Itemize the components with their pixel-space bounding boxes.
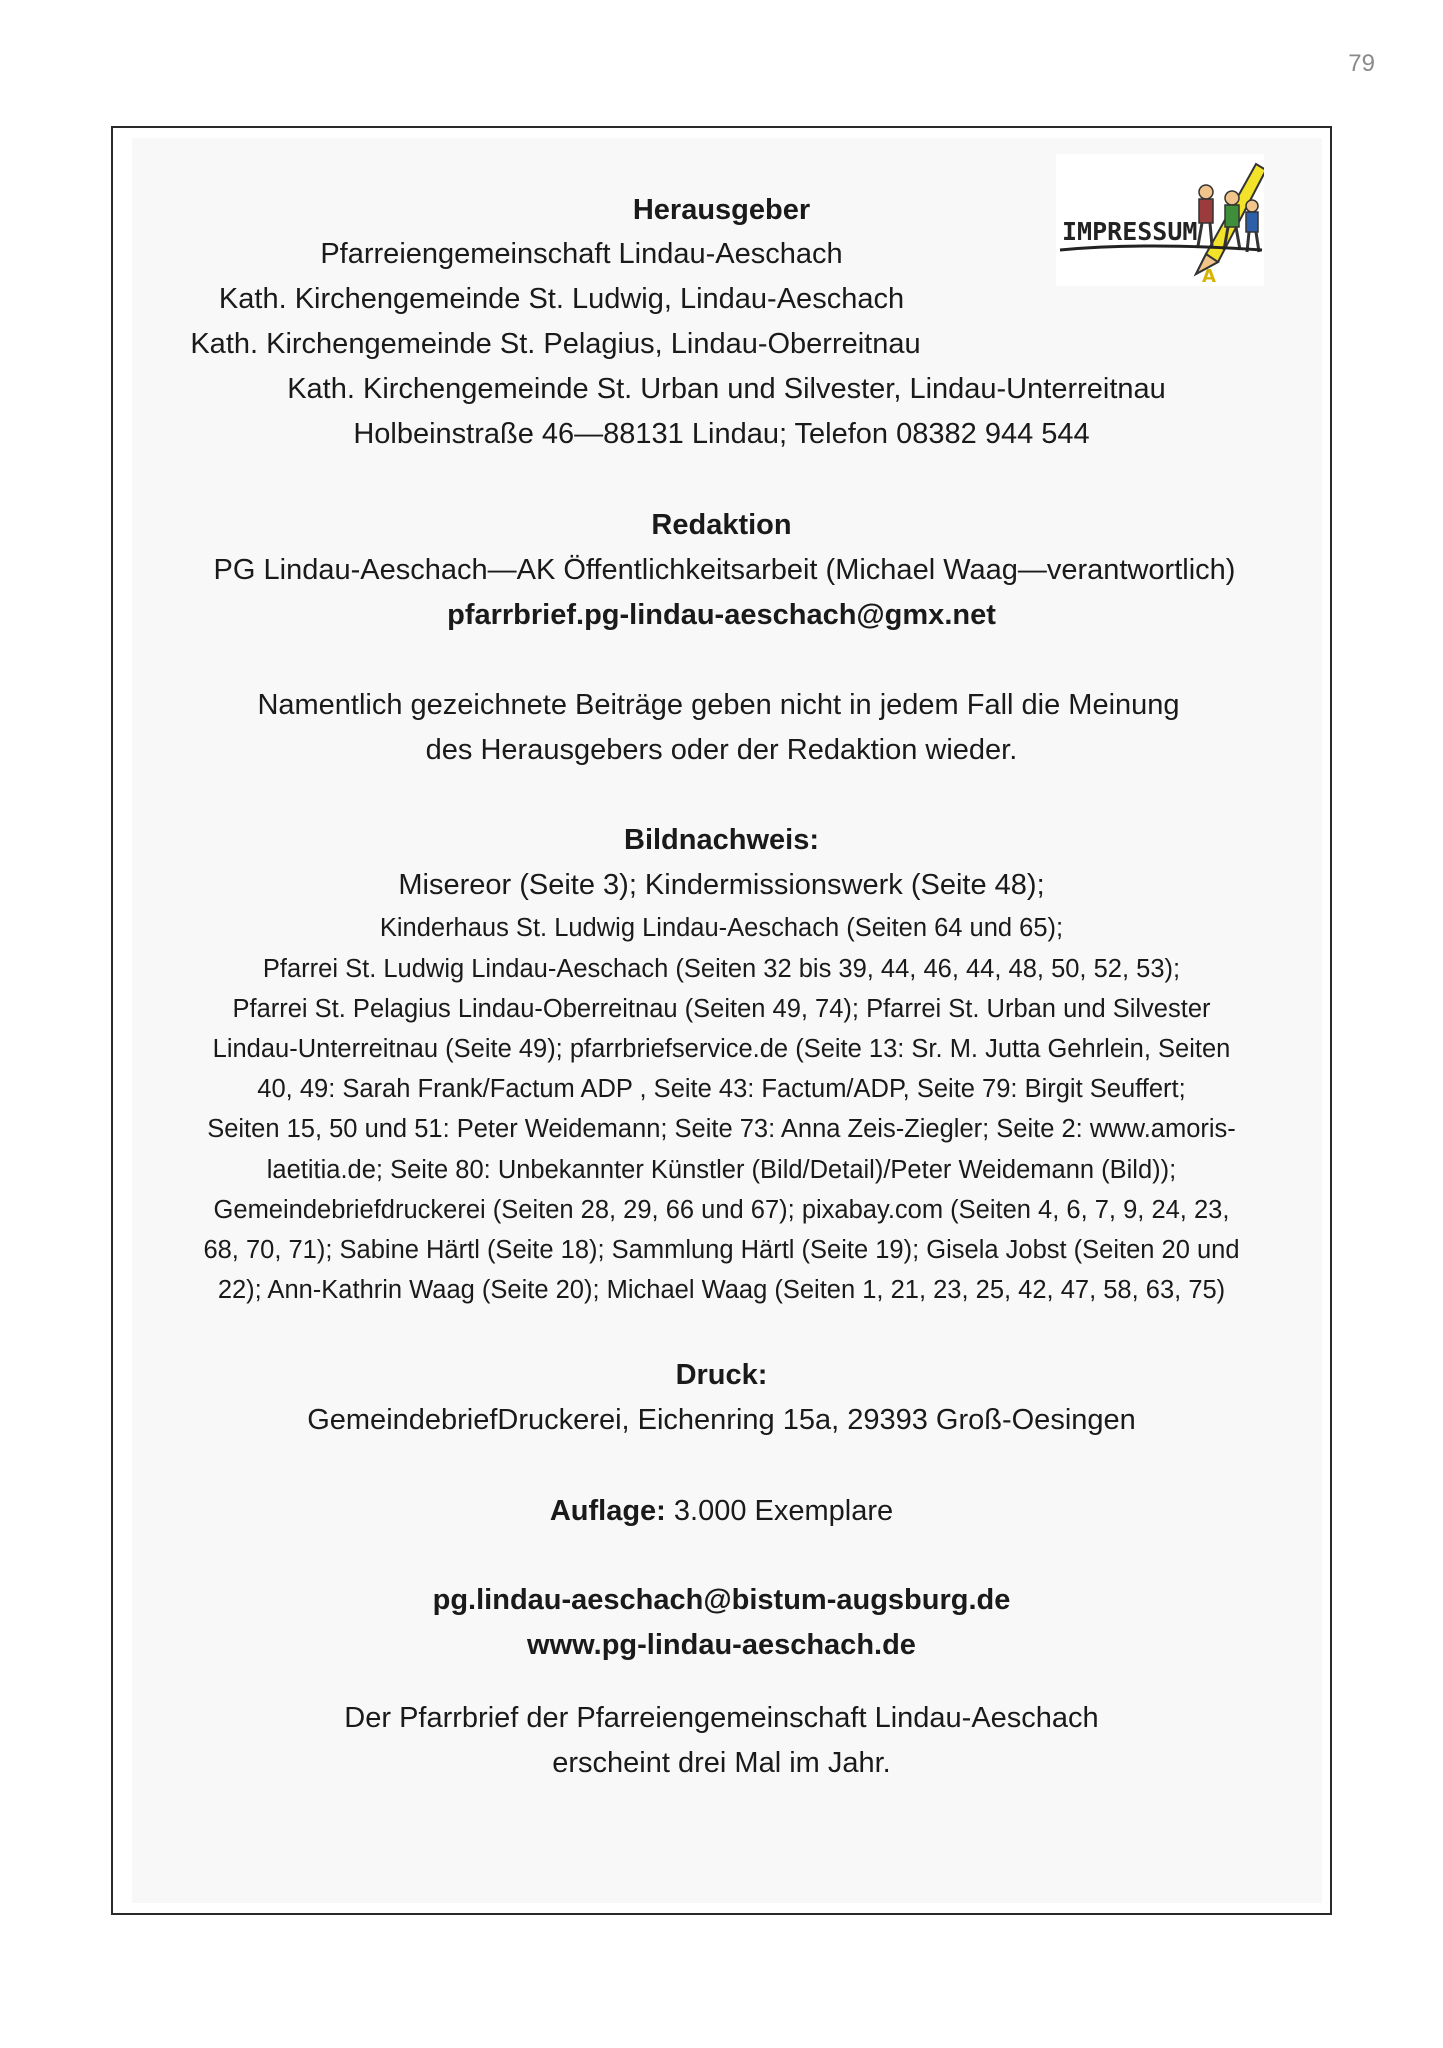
bildnachweis-line: laetitia.de; Seite 80: Unbekannter Künstler (Bild/Detail)/Peter Weidemann (Bild)); (266, 1156, 1177, 1184)
svg-text:A: A (1202, 266, 1216, 286)
redaktion-line: PG Lindau-Aeschach—AK Öffentlichkeitsarbeit (Michael Waag—verantwortlich) (213, 554, 1236, 586)
disclaimer-line: des Herausgebers oder der Redaktion wieder. (425, 734, 1018, 766)
contact-website[interactable]: www.pg-lindau-aeschach.de (527, 1629, 916, 1661)
bildnachweis-line: Kinderhaus St. Ludwig Lindau-Aeschach (Seiten 64 und 65); (379, 914, 1064, 942)
page-number: 79 (1348, 50, 1375, 77)
impressum-logo-text: IMPRESSUM (1062, 217, 1198, 246)
druck-line: GemeindebriefDruckerei, Eichenring 15a, 29393 Groß-Oesingen (307, 1404, 1136, 1436)
redaktion-email[interactable]: pfarrbrief.pg-lindau-aeschach@gmx.net (447, 599, 996, 631)
disclaimer-line: Namentlich gezeichnete Beiträge geben nicht in jedem Fall die Meinung (257, 689, 1180, 721)
herausgeber-address: Holbeinstraße 46—88131 Lindau; Telefon 08382 944 544 (353, 418, 1090, 450)
herausgeber-line: Kath. Kirchengemeinde St. Ludwig, Lindau-Aeschach (218, 283, 905, 315)
bildnachweis-line: 22); Ann-Kathrin Waag (Seite 20); Michael Waag (Seiten 1, 21, 23, 25, 42, 47, 58, 63, 75) (217, 1276, 1226, 1304)
druck-heading: Druck: (675, 1359, 768, 1391)
bildnachweis-line: Misereor (Seite 3); Kindermissionswerk (Seite 48); (398, 869, 1045, 901)
bildnachweis-line: Gemeindebriefdruckerei (Seiten 28, 29, 66 und 67); pixabay.com (Seiten 4, 6, 7, 9, 24, 23, (213, 1196, 1230, 1224)
bildnachweis-line: Pfarrei St. Pelagius Lindau-Oberreitnau (Seiten 49, 74); Pfarrei St. Urban und Silvester (232, 995, 1211, 1023)
redaktion-heading: Redaktion (651, 509, 792, 541)
bildnachweis-line: 40, 49: Sarah Frank/Factum ADP , Seite 43: Factum/ADP, Seite 79: Birgit Seuffert; (257, 1075, 1186, 1103)
herausgeber-line: Kath. Kirchengemeinde St. Pelagius, Lindau-Oberreitnau (190, 328, 921, 360)
herausgeber-line: Pfarreiengemeinschaft Lindau-Aeschach (320, 238, 843, 270)
herausgeber-line: Kath. Kirchengemeinde St. Urban und Silvester, Lindau-Unterreitnau (287, 373, 1166, 405)
auflage-label: Auflage: (549, 1495, 666, 1527)
bildnachweis-line: Pfarrei St. Ludwig Lindau-Aeschach (Seiten 32 bis 39, 44, 46, 44, 48, 50, 52, 53); (262, 955, 1181, 983)
bildnachweis-line: 68, 70, 71); Sabine Härtl (Seite 18); Sammlung Härtl (Seite 19); Gisela Jobst (Seiten 20 und (203, 1236, 1240, 1264)
bildnachweis-line: Seiten 15, 50 und 51: Peter Weidemann; Seite 73: Anna Zeis-Ziegler; Seite 2: www.amoris- (207, 1115, 1236, 1143)
footer-line: erscheint drei Mal im Jahr. (552, 1747, 891, 1779)
footer-line: Der Pfarrbrief der Pfarreiengemeinschaft Lindau-Aeschach (344, 1702, 1099, 1734)
herausgeber-heading: Herausgeber (632, 194, 811, 226)
auflage-value: 3.000 Exemplare (665, 1495, 894, 1527)
auflage-line (0, 1493, 1443, 1529)
bildnachweis-heading: Bildnachweis: (624, 824, 819, 856)
contact-email[interactable]: pg.lindau-aeschach@bistum-augsburg.de (432, 1584, 1011, 1616)
bildnachweis-line: Lindau-Unterreitnau (Seite 49); pfarrbriefservice.de (Seite 13: Sr. M. Jutta Gehrlein, Seiten (212, 1035, 1231, 1063)
